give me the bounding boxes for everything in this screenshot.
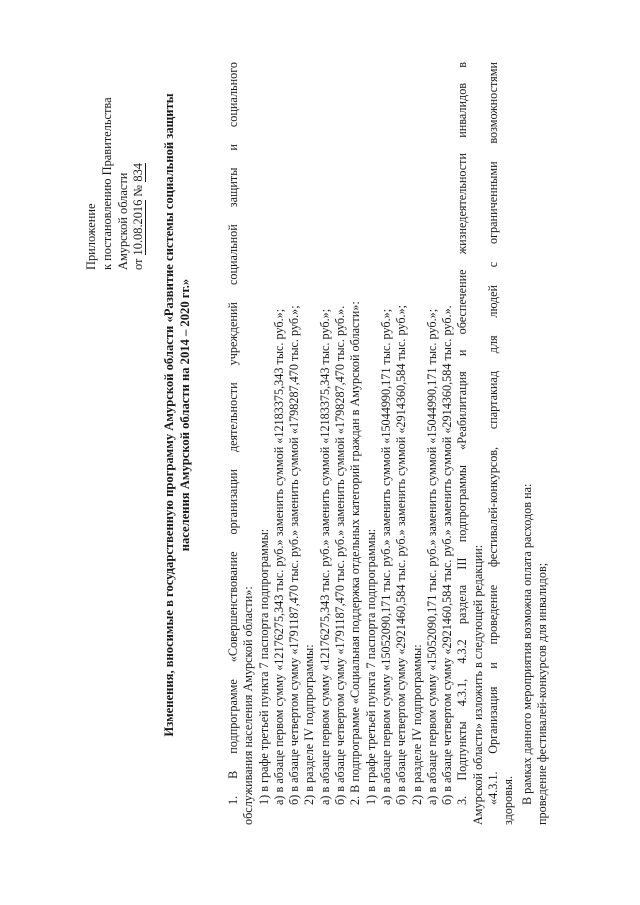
item-2-1-b: б) в абзаце четвертом сумму «2921460,584 тыс. руб.» заменить суммой «2914360,584 тыс. руб.»;	[394, 304, 409, 805]
item-1-1-b: б) в абзаце четвертом сумму «1791187,470 тыс. руб.» заменить суммой «1798287,470 тыс. руб.»;	[287, 305, 302, 805]
decree-number: 834	[131, 163, 146, 182]
number-label: №	[131, 184, 146, 197]
approval-block	[84, 10, 147, 270]
item-1-2-a: а) в абзаце первом сумму «12176275,343 тыс. руб.» заменить суммой «12183375,343 тыс. руб.»;	[317, 308, 332, 805]
item-2-2: 2) в разделе IV подпрограммы:	[409, 644, 424, 805]
item-2-2-b: б) в абзаце четвертом сумму «2921460,584 тыс. руб.» заменить суммой «2914360,584 тыс. руб.».	[440, 305, 455, 805]
decree-date: 10.08.2016	[131, 199, 146, 256]
clause-4-3-1-line-1: «4.3.1. Организация и проведение фестивалей-конкурсов, спартакиад для людей с ограниченными возможностями	[486, 62, 501, 805]
paragraph-1-line-2: обслуживания населения Амурской области»:	[241, 586, 256, 825]
title-line-2: населения Амурской области на 2014 – 2020 гг.»	[177, 278, 192, 552]
paragraph-1-line-1: 1. В подпрограмме «Совершенствование организации деятельности учреждений социальной защиты и социального	[226, 62, 240, 805]
date-prefix: от	[131, 258, 146, 270]
item-1-1: 1) в графе третьей пункта 7 паспорта подпрограммы:	[256, 528, 271, 805]
paragraph-2: 2. В подпрограмме «Социальная поддержка отдельных категорий граждан в Амурской области»:	[348, 301, 363, 805]
clause-4-3-1-line-2: здоровья.	[501, 775, 516, 825]
clause-text-2: проведение фестивалей-конкурсов для инвалидов;	[534, 562, 549, 825]
paragraph-3-line-1: 3. Подпункты 4.3.1, 4.3.2 раздела III подпрограммы «Реабилитация и обеспечение жизнедеятельности инвалидов в	[455, 62, 470, 805]
region-name: Амурской области	[115, 172, 130, 270]
item-1-2: 2) в разделе IV подпрограммы:	[302, 644, 317, 805]
paragraph-3-line-2: Амурской области» изложить в следующей редакции:	[470, 544, 485, 825]
decree-reference: к постановлению Правительства	[99, 97, 114, 270]
item-2-1: 1) в графе третьей пункта 7 паспорта подпрограммы:	[363, 528, 378, 805]
appendix-label: Приложение	[84, 203, 98, 270]
item-2-2-a: а) в абзаце первом сумму «15052090,171 тыс. руб.» заменить суммой «15044990,171 тыс. руб.»;	[424, 308, 439, 805]
clause-text-1: В рамках данного мероприятия возможна оплата расходов на:	[519, 483, 534, 805]
document-title	[162, 75, 194, 755]
item-2-1-a: а) в абзаце первом сумму «15052090,171 тыс. руб.» заменить суммой «15044990,171 тыс. руб.»;	[378, 308, 393, 805]
title-line-1: Изменения, вносимые в государственную программу Амурской области «Развитие системы социальной защиты	[162, 93, 176, 737]
item-1-1-a: а) в абзаце первом сумму «12176275,343 тыс. руб.» заменить суммой «12183375,343 тыс. руб.»;	[271, 308, 286, 805]
item-1-2-b: б) в абзаце четвертом сумму «1791187,470 тыс. руб.» заменить суммой «1798287,470 тыс. руб.».	[333, 305, 348, 805]
decree-date-line	[131, 10, 147, 270]
document-body	[226, 62, 550, 825]
